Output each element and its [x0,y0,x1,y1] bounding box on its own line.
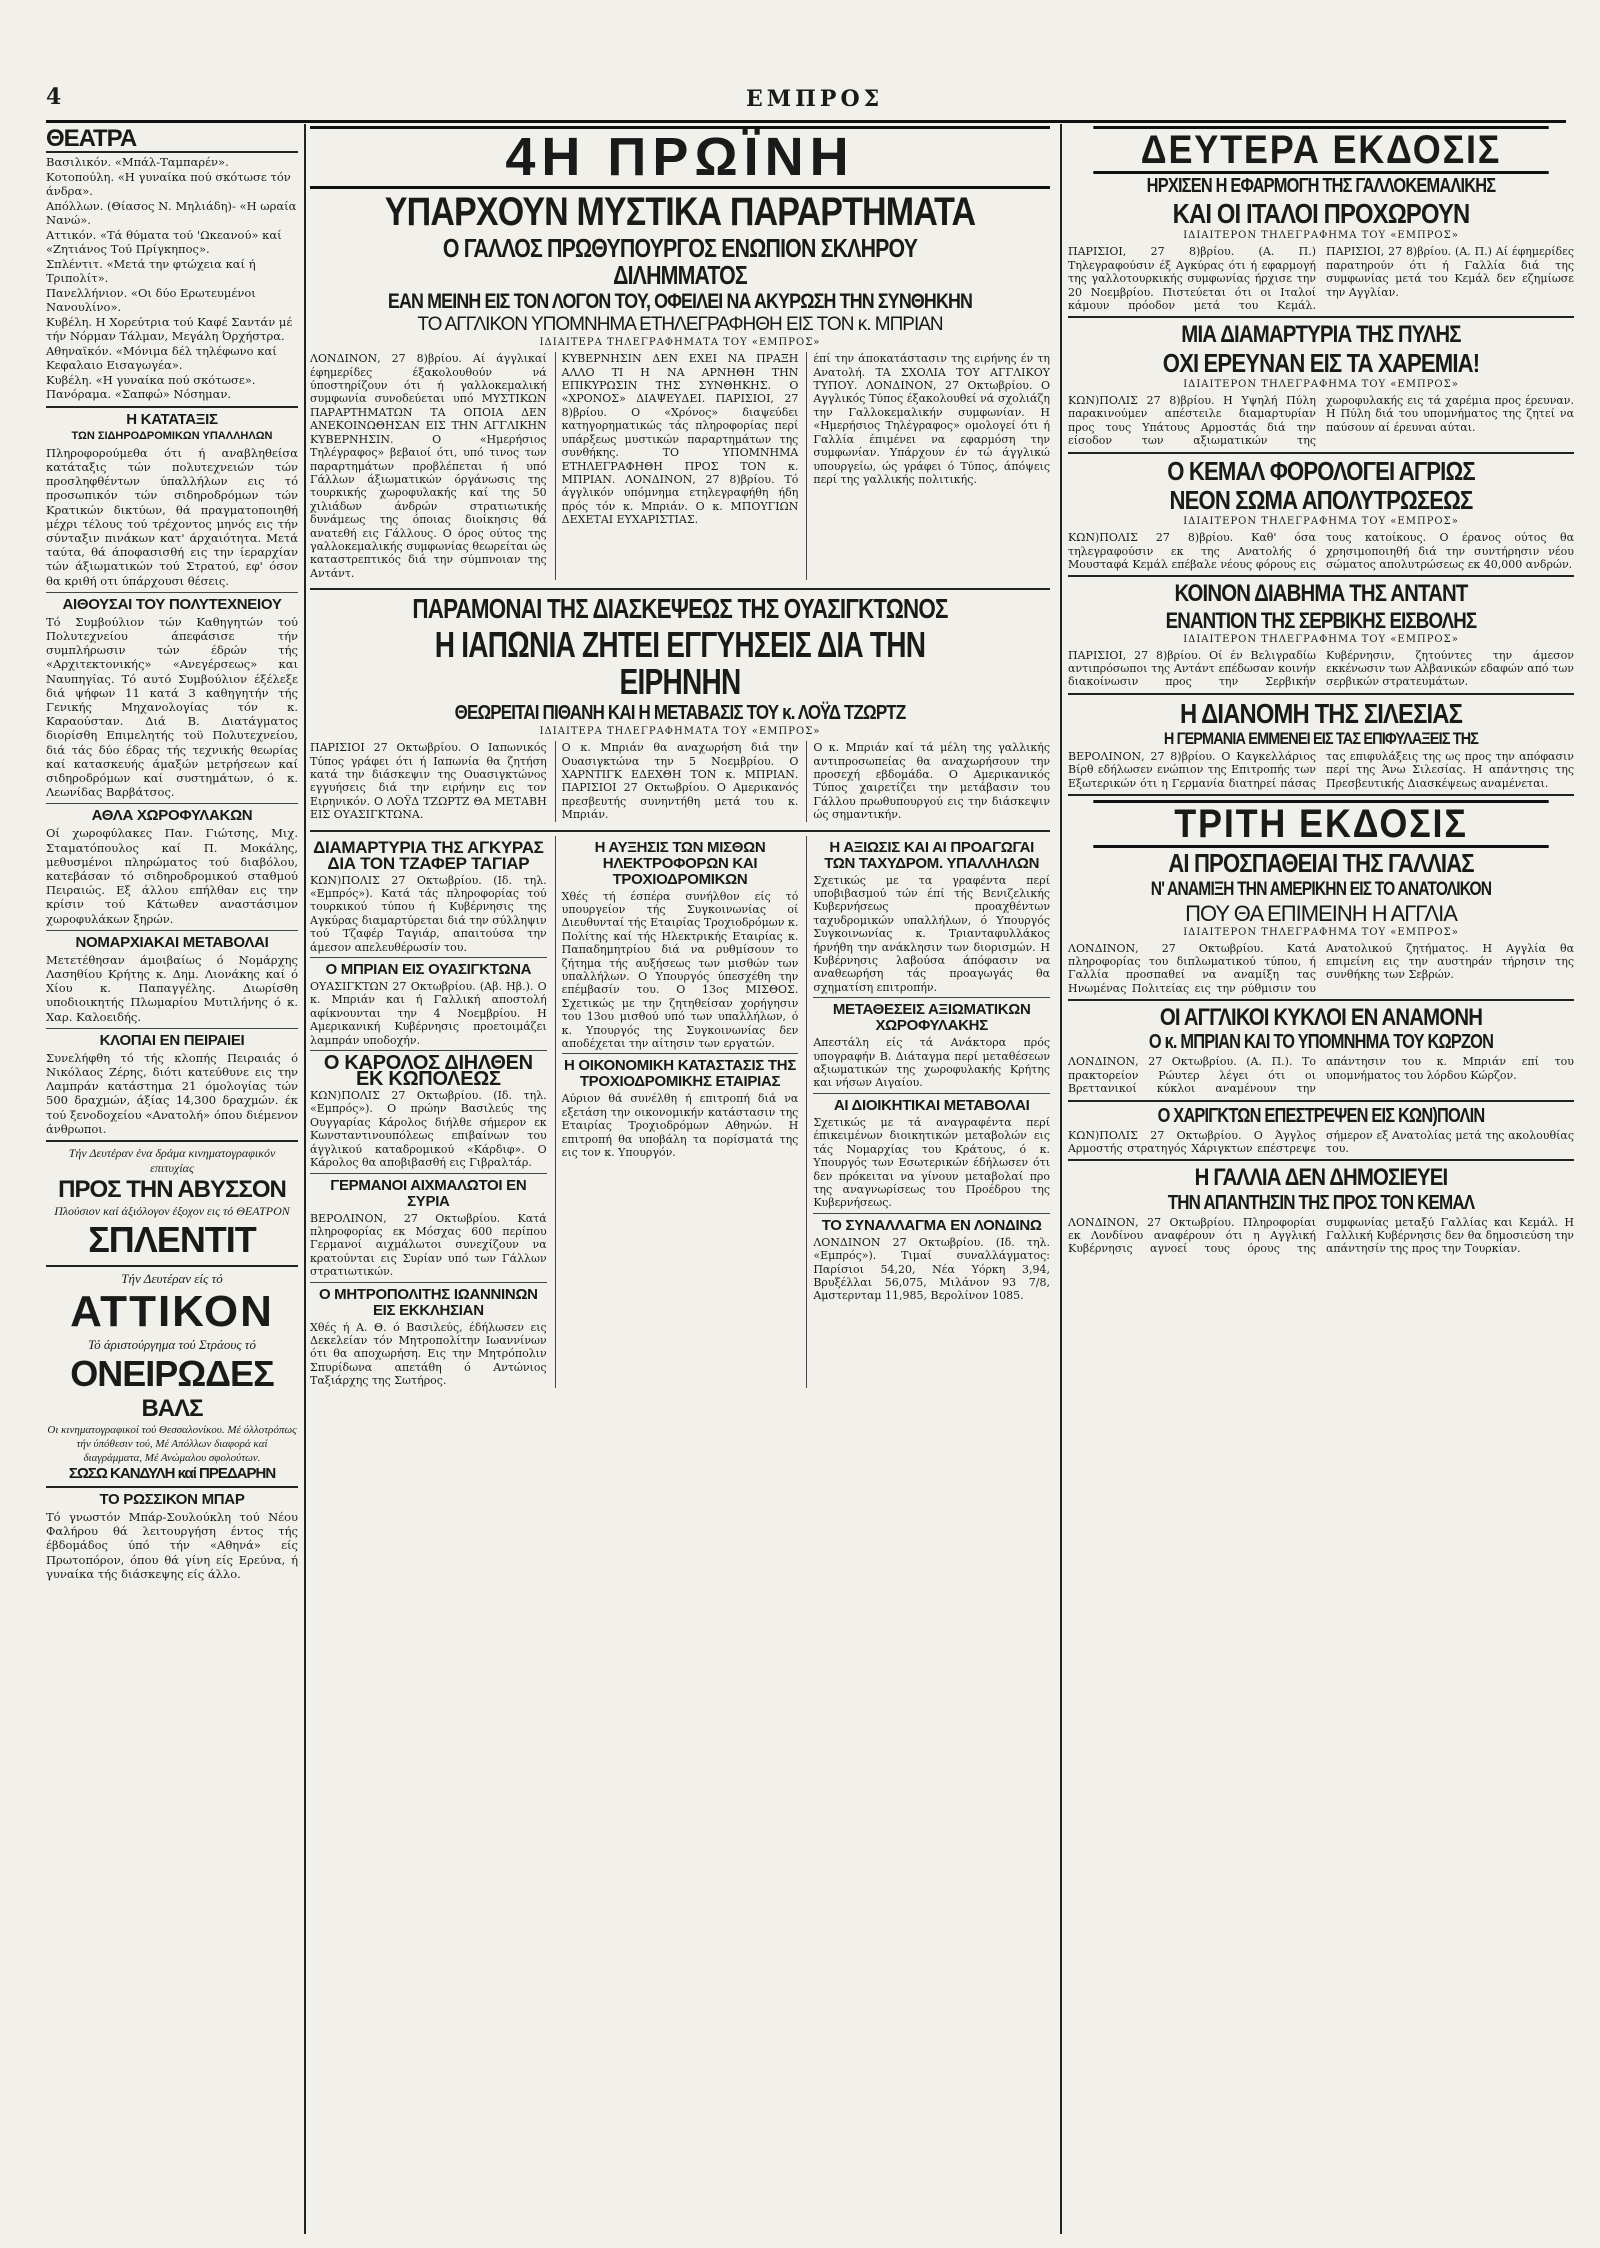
splendid-name: ΣΠΛΕΝΤΙΤ [88,1219,256,1261]
b1-headline: ΑΙ ΠΡΟΣΠΑΘΕΙΑΙ ΤΗΣ ΓΑΛΛΙΑΣ [1168,848,1474,879]
center-column [310,124,1050,2234]
theatre-listing: Πανελλήνιον. «Οι δύο Ερωτευμένοι Νανουλίνο». [46,285,256,315]
prefect-title: ΝΟΜΑΡΧΙΑΚΑΙ ΜΕΤΑΒΟΛΑΙ [75,933,269,951]
a3-headline: Ο ΚΕΜΑΛ ΦΟΡΟΛΟΓΕΙ ΑΓΡΙΩΣ [1167,455,1475,486]
fx-headline: ΤΟ ΣΥΝΑΛΛΑΓΜΑ ΕΝ ΛΟΝΔΙΝΩ [821,1216,1042,1234]
theatres-title: ΘΕΑΤΡΑ [46,126,298,153]
attikon-title: ΟΝΕΙΡΩΔΕΣ [70,1353,274,1395]
brian-body: ΟΥΑΣΙΓΚΤΩΝ 27 Οκτωβρίου. (Αβ. Ηβ.). Ο κ. Μπριάν και ή Γαλλική αποστολή αφίκνουνται την 4 Νοεμβρίου. Η Αμερικανική Κυβέρνησις προετοιμάζει λαμπράν υποδοχήν. [310,980,547,1047]
eccl-body: Χθές ή Α. Θ. ό Βασιλεύς, έδήλωσεν εις Δεκελείαν τόν Μητροπολίτην Ιωαννίνων ότι θα αποχωρήση. Εις την Μητρόπολιν Σπυρίδωνα απετάθη ό Αντώνιος Ταξιάρχης της Σωτήρος. [310,1320,547,1388]
lead-deck-2: ΤΟ ΑΓΓΛΙΚΟΝ ΥΠΟΜΝΗΜΑ ΕΤΗΛΕΓΡΑΦΗΘΗ ΕΙΣ ΤΟΝ κ. ΜΠΡΙΑΝ [417,314,943,336]
left-column [46,124,306,2234]
theatre-listing: Αθηναϊκόν. «Μόνιμα δέλ τηλέφωνο καί Κεφαλαιο Εισαγωγέα». [46,343,277,373]
lead-col-3: έπί την άποκατάστασιν της ειρήνης έν τη Ανατολή. ΤΑ ΣΧΟΛΙΑ ΤΟΥ ΑΓΓΛΙΚΟΥ ΤΥΠΟΥ. ΛΟΝΔΙΝΟΝ, 27 Οκτωβρίου. Ο Αγγλικός Τύπος έξακολουθεί νά σχολιάζη την Γαλλοκεμαλικήν συμφωνίαν. Η «Ημερήσιος Τηλέγραφος» ομολογεί ότι ή Γαλλία έπιμένει να εφαρμόση την συμφωνίαν. Υπάρχουν έν τώ άγγλικώ υπουργείω, ώς γράφει ό Τύπος, άπόψεις περί της γαλλικής πολιτικής. [813,352,1050,486]
theatre-listing: Κυβέλη. «Η γυναίκα πού σκότωσε». [46,372,256,387]
lower-col-3 [806,836,1050,1388]
a5-body: ΒΕΡΟΛΙΝΟΝ, 27 8)βρίου. Ο Καγκελλάριος Βίρθ εδήλωσεν ενώπιον της Επιτροπής των Εξωτερικών ότι η Γερμανία διατηρεί πάσας τας επιφυλάξεις της ως προς την απόφασιν περί της Άνω Σιλεσίας. Η απάντησις της Πρεσβευτικής Διασκέψεως αναμένεται. [1068,750,1574,790]
b1-body: ΛΟΝΔΙΝΟΝ, 27 Οκτωβρίου. Κατά πληροφορίας του διπλωματικού τύπου, ή Γαλλία προσπαθεί να αναμίξη τας Ηνωμένας Πολιτείας εις την ρύθμισιν του Ανατολικού ζητήματος. Η Αγγλία θα επιμείνη εις την αυστηράν τήρησιν της συνθήκης των Σεβρών. [1068,941,1574,995]
lead-columns [310,352,1050,580]
attikon-sub: ΒΑΛΣ [141,1395,203,1423]
silver-headline: ΔΙΑΜΑΡΤΥΡΙΑ ΤΗΣ ΑΓΚΥΡΑΣ ΔΙΑ ΤΟΝ ΤΖΑΦΕΡ ΤΑΓΙΑΡ [313,837,544,873]
a4-body: ΠΑΡΙΣΙΟΙ, 27 8)βρίου. Οί έν Βελιγραδίω αντιπρόσωποι της Αντάντ επέδωσαν κοινήν διακοίνωσιν προς την Σερβικήν Κυβέρνησιν, ζητούντες την άμεσον εκκένωσιν των Αλβανικών εδαφών από των σερβικών στρατευμάτων. [1068,648,1574,689]
b2-subheadline: Ο κ. ΜΠΡΙΑΝ ΚΑΙ ΤΟ ΥΠΟΜΝΗΜΑ ΤΟΥ ΚΩΡΖΟΝ [1148,1031,1494,1054]
finance-body: Αύριον θά συνέλθη ή επιτροπή διά να εξετάση την οικονομικήν κατάστασιν της Εταιρίας Τροχιοδρόμων Αθηνών. Η επιτροπή θα υποβάλη τα πορίσματά της εις τον κ. Υπουργόν. [561,1092,799,1160]
a4-wire: ΙΔΙΑΙΤΕΡΟΝ ΤΗΛΕΓΡΑΦΗΜΑ ΤΟΥ «ΕΜΠΡΟΣ» [1183,633,1459,645]
fx-body: ΛΟΝΔΙΝΟΝ 27 Οκτωβρίου. (Ιδ. τηλ. «Εμπρός»). Τιμαί συναλλάγματος: Παρίσιοι 54,20, Νέα Υόρκη 3,94, Βρυξέλλαι 56,075, Μιλάνον 93 7/8, Αμστερνταμ 11,985, Βερολίνον 1085. [813,1235,1050,1303]
attikon-cast: ΣΩΣΩ ΚΑΝΔΥΛΗ καί ΠΡΕΔΑΡΗΝ [68,1465,276,1483]
b1-subheadline: Ν' ΑΝΑΜΙΞΗ ΤΗΝ ΑΜΕΡΙΚΗΝ ΕΙΣ ΤΟ ΑΝΑΤΟΛΙΚΟΝ [1150,878,1492,900]
poly-title: ΑΙΘΟΥΣΑΙ ΤΟΥ ΠΟΛΥΤΕΧΝΕΙΟΥ [62,595,282,613]
b4-body: ΛΟΝΔΙΝΟΝ, 27 Οκτωβρίου. Πληροφορίαι εκ Λονδίνου αναφέρουν ότι η Αγγλική Κυβέρνησις αγνοεί τους όρους της συμφωνίας μεταξύ Γαλλίας και Κεμάλ. Η Γαλλική Κυβέρνησις δεν θα δημοσιεύση την απάντησίν της προς την Τουρκίαν. [1068,1215,1574,1256]
bar-body: Τό γνωστόν Μπάρ-Σουλούκλη τού Νέου Φαλήρου θά λειτουργήση έντος τής έβδομάδος ύπό τήν «Αθηνά» είς Πρωτοπόρον, όπου θά γίνη είς Ερεύνα, ή γυναίκα τής διάσκεψης είς άλλο. [46,1510,298,1581]
poly-body: Τό Συμβούλιον τών Καθηγητών τού Πολυτεχνείου άπεφάσισε τήν συμπλήρωσιν τών έδρών τής «Αρχιτεκτονικής» «Ανεγέρσεως» και Ναυπηγίας. Τό αυτό Συμβούλιον έξέλεξε διά ψήφων 11 κατά 3 καθηγητήν τής Γενικής Μηχανολογίας τόν κ. Καραούσταν. Διά Β. Διατάγματος διορίσθη Επιμελητής τοϋ Πολυτεχνείου, διά τάς δύο έδρας τής τεχνικής θεωρίας καί κατασκευής άμαξών μετρήσεων καί σιδηροδρόμων καί συστημάτων, ό κ. Λεωνίδας Βαρβάτσος. [46,614,298,800]
eccl-headline: Ο ΜΗΤΡΟΠΟΛΙΤΗΣ ΙΩΑΝΝΙΝΩΝ ΕΙΣ ΕΚΚΛΗΣΙΑΝ [318,1285,538,1319]
theatre-listing: Πανόραμα. «Σαπφώ» Νόσημαν. [46,387,232,402]
wash-headline: ΠΑΡΑΜΟΝΑΙ ΤΗΣ ΔΙΑΣΚΕΨΕΩΣ ΤΗΣ ΟΥΑΣΙΓΚΤΩΝΟΣ [412,593,948,625]
karolos-headline: Ο ΚΑΡΟΛΟΣ ΔΙΗΛΘΕΝ ΕΚ ΚΩΠΟΛΕΩΣ [323,1052,533,1091]
theatre-listings [46,155,298,402]
splendid-pre: Τήν Δευτέραν ένα δράμα κινηματογραφικόν επιτυχίας [68,1146,276,1176]
a4-subheadline: ΕΝΑΝΤΙΟΝ ΤΗΣ ΣΕΡΒΙΚΗΣ ΕΙΣΒΟΛΗΣ [1165,607,1477,633]
brian-headline: Ο ΜΠΡΙΑΝ ΕΙΣ ΟΥΑΣΙΓΚΤΩΝΑ [325,961,532,979]
admin-body: Σχετικώς με τά αναγραφέντα περί έπικειμένων διοικητικών μεταβολών εις τάς Νομαρχίας του Κράτους, ό κ. Υπουργός των Εσωτερικών έδήλωσεν ότι δεν πρόκειται να γίνουν μεταβολαί προ της αναγνωρίσεως του Προέδρου της Κυβερνήσεως. [813,1115,1050,1210]
page-header [46,80,1566,123]
attikon-mid: Τό άριστούργημα τού Στράους τό [88,1337,256,1353]
a3-wire: ΙΔΙΑΙΤΕΡΟΝ ΤΗΛΕΓΡΑΦΗΜΑ ΤΟΥ «ΕΜΠΡΟΣ» [1183,516,1459,528]
wash-columns [310,741,1050,821]
lower-columns [310,836,1050,1388]
a3-subheadline: ΝΕΟΝ ΣΩΜΑ ΑΠΟΛΥΤΡΩΣΕΩΣ [1169,484,1473,515]
postal-body: Σχετικώς με τα γραφέντα περί υποβιβασμού τών έπί τής Βενιζελικής Κυβερνήσεως προαχθέντων ταχυδρομικών υπαλλήλων, ό Υπουργός Συγκοινωνίας κ. Τριανταφυλλάκος ήρνήθη την ανάκλησιν των διορισμών. Η Κυβέρνησις λαβούσα άπόφασιν να αναθεωρήση τάς προαγωγάς θα σχηματίση επιτροπήν. [813,873,1050,994]
rail-subtitle: ΤΩΝ ΣΙΔΗΡΟΔΡΟΜΙΚΩΝ ΥΠΑΛΛΗΛΩΝ [71,429,273,442]
a5-headline: Η ΔΙΑΝΟΜΗ ΤΗΣ ΣΙΛΕΣΙΑΣ [1179,697,1463,729]
lead-subheadline: Ο ΓΑΛΛΟΣ ΠΡΩΘΥΠΟΥΡΓΟΣ ΕΝΩΠΙΟΝ ΣΚΛΗΡΟΥ ΔΙΛΗΜΜΑΤΟΣ [442,232,918,290]
a2-subheadline: ΟΧΙ ΕΡΕΥΝΑΝ ΕΙΣ ΤΑ ΧΑΡΕΜΙΑ! [1162,347,1480,378]
lead-col-1: ΛΟΝΔΙΝΟΝ, 27 8)βρίου. Αί άγγλικαί έφημερίδες έξακολουθούν νά ύποστηρίζουν ότι ή γαλλοκεμαλική συμφωνία συνοδεύεται υπό ΜΥΣΤΙΚΩΝ ΠΑΡΑΡΤΗΜΑΤΩΝ ΤΑ ΟΠΟΙΑ ΔΕΝ ΑΝΕΚΟΙΝΩΘΗΣΑΝ ΕΙΣ ΤΗΝ ΑΓΓΛΙΚΗΝ ΚΥΒΕΡΝΗΣΙΝ. Ο «Ημερήσιος Τηλέγραφος» βεβαιοί ότι, υπό τινος των παραρτημάτων προβλέπεται ή υπό Γάλλων άξιωματικών όργάνωσις της τουρκικής χωροφυλακής καί της 50 χιλιάδων άνδρών στρατιωτικής δυνάμεως της όποιας διοίκησις θά ανατεθή εις Γάλλους. Ο όρος ούτος της γαλλοκεμαλικής συμφωνίας θεωρείται ώς καταστρεπτικός διά την σύμπνοιαν της Αντάντ. [310,352,547,580]
wash-col-1: ΠΑΡΙΣΙΟΙ 27 Οκτωβρίου. Ο Ιαπωνικός Τύπος γράφει ότι ή Ιαπωνία θα ζητήση κατά την διάσκεψιν της Ουασιγκτώνος εγγυήσεις διά την ειρήνην εις τον Ειρηνικόν. Ο ΛΟΫΔ ΤΖΩΡΤΖ ΘΑ ΜΕΤΑΒΗ ΕΙΣ ΟΥΑΣΙΓΚΤΩΝΑ. [310,741,547,822]
admin-headline: ΑΙ ΔΙΟΙΚΗΤΙΚΑΙ ΜΕΤΑΒΟΛΑΙ [833,1096,1030,1114]
a1-wire: ΙΔΙΑΙΤΕΡΟΝ ΤΗΛΕΓΡΑΦΗΜΑ ΤΟΥ «ΕΜΠΡΟΣ» [1183,230,1459,242]
attikon-body: Οι κινηματογραφικοί τού Θεσσαλονίκου. Μέ όλλοτρόπως τήν ύπόθεσιν τού, Μέ Απόλλων διαφορά καί διαγράμματα, Μέ Ανώμαλου σφολούτων. [47,1424,297,1465]
a4-headline: ΚΟΙΝΟΝ ΔΙΑΒΗΜΑ ΤΗΣ ΑΝΤΑΝΤ [1174,580,1468,608]
transfer-body: Απεστάλη είς τά Ανάκτορα πρός υπογραφήν Β. Διάταγμα περί μεταθέσεων αξιωματικών της χωροφυλακής Κρήτης και νήσων Αιγαίου. [813,1036,1050,1090]
attikon-ad [46,1271,298,1482]
right-column [1060,124,1574,2234]
b3-headline: Ο ΧΑΡΙΓΚΤΩΝ ΕΠΕΣΤΡΕΨΕΝ ΕΙΣ ΚΩΝ)ΠΟΛΙΝ [1157,1104,1485,1127]
edition-title: 4Η ΠΡΩΪΝΗ [310,126,1050,189]
b2-body: ΛΟΝΔΙΝΟΝ, 27 Οκτωβρίου. (Α. Π.). Το πρακτορείον Ρώυτερ λέγει ότι οι Βρεττανικοί κύκλοι αναμένουν την απάντησιν του κ. Μπριάν επί του υπομνήματος του λόρδου Κώρζον. [1068,1055,1574,1096]
thefts-body: Συνελήφθη τό τής κλοπής Πειραιάς ό Νικόλαος Ζέρης, διότι κατεύθυνε εις την Λαμπράν κατάστημα 21 όμολογίας τών 500 δραχμών, άξίας 14,300 δραχμών. έκ τού ξενοδοχείου «Ανατολή» όπου διέμενον άνθρωποι. [46,1050,298,1136]
wash-wire: ΙΔΙΑΙΤΕΡΑ ΤΗΛΕΓΡΑΦΗΜΑΤΑ ΤΟΥ «ΕΜΠΡΟΣ» [539,726,821,738]
bar-title: ΤΟ ΡΩΣΣΙΚΟΝ ΜΠΑΡ [99,1491,245,1509]
rail-body: Πληροφορούμεθα ότι ή αναβληθείσα κατάταξις τών πολυτεχνειών τών προσληφθέντων ύπαλλήλων εις τό προσωπικόν τών σιδηροδρόμων τών Κρατικών δικτύων, θά πραγματοποιηθή μέχρι τέλους τού τρέχοντος μηνός εις τήν σύνταξιν πινάκων κατ' άρχαιότητα. Μετά ταύτα, θά άποφασισθή εις την ίεραρχίαν τών άξιωματικών τού Στρατού, εφ' όσον θα κριθή οτι ύπάρχουσι θέσεις. [46,445,298,588]
attikon-pre: Τήν Δευτέραν είς τό [121,1271,223,1287]
transfer-headline: ΜΕΤΑΘΕΣΕΙΣ ΑΞΙΩΜΑΤΙΚΩΝ ΧΩΡΟΦΥΛΑΚΗΣ [832,1001,1031,1035]
paper-name: ΕΜΠΡΟΣ [746,86,884,112]
rail-title: Η ΚΑΤΑΤΑΞΙΣ [126,410,218,428]
a1-body: ΠΑΡΙΣΙΟΙ, 27 8)βρίου. (Α. Π.) Τηλεγραφούσιν έξ Αγκύρας ότι ή εφαρμογή της γαλλοτουρκικής συμφωνίας ήρχισε την 20 Νοεμβρίου. Πιστεύεται ότι οι Ιταλοί κάμουν πρόοδον μετά του Κεμάλ. ΠΑΡΙΣΙΟΙ, 27 8)βρίου. (Α. Π.) Αί έφημερίδες παρατηρούν ότι ή Γαλλία διά της συμφωνίας μετά του Κεμάλ δεν εζημίωσε την Αγγλίαν. [1068,245,1574,313]
thefts-title: ΚΛΟΠΑΙ ΕΝ ΠΕΙΡΑΙΕΙ [99,1031,245,1049]
theatre-listing: Σπλέντιτ. «Μετά την φτώχεια καί ή Τριπολίτ». [46,256,256,286]
theatre-listing: Βασιλικόν. «Μπάλ-Ταμπαρέν». [46,155,229,170]
prefect-body: Μετετέθησαν άμοιβαίως ό Νομάρχης Λασηθίου Κρήτης κ. Δημ. Λιονάκης καί ό Χίου κ. Παπαγγέλης. Διωρίσθη υποδιοικητής Πλωμαρίου Μυτιλήνης ό κ. Χαρ. Καλοειδής. [46,952,298,1024]
wash-subheadline: Η ΙΑΠΩΝΙΑ ΖΗΤΕΙ ΕΓΓΥΗΣΕΙΣ ΔΙΑ ΤΗΝ ΕΙΡΗΝΗΝ [434,623,926,703]
a2-body: ΚΩΝ)ΠΟΛΙΣ 27 8)βρίου. Η Υψηλή Πύλη παρακινούμεν απέστειλε διαμαρτυρίαν προς τους Υπάτους Αρμοστάς διά την είσοδον των αξιωματικών της χωροφυλακής εις τά χαρέμια προς έρευναν. Η Πύλη διά του υπομνήματος της ζητεί να παύσουν αί έρευναι αύται. [1068,393,1574,448]
b1-wire: ΙΔΙΑΙΤΕΡΟΝ ΤΗΛΕΓΡΑΦΗΜΑ ΤΟΥ «ΕΜΠΡΟΣ» [1183,926,1459,938]
b4-subheadline: ΤΗΝ ΑΠΑΝΤΗΣΙΝ ΤΗΣ ΠΡΟΣ ΤΟΝ ΚΕΜΑΛ [1167,1191,1475,1214]
a1-subheadline: ΚΑΙ ΟΙ ΙΤΑΛΟΙ ΠΡΟΧΩΡΟΥΝ [1172,198,1470,229]
theatre-listing: Κυβέλη. Η Χορεύτρια τού Καφέ Σαντάν μέ τήν Νόρμαν Τάλμαν, Μεγάλη Όρχήστρα. [46,314,293,344]
a2-headline: ΜΙΑ ΔΙΑΜΑΡΤΥΡΙΑ ΤΗΣ ΠΥΛΗΣ [1181,321,1461,349]
b4-headline: Η ΓΑΛΛΙΑ ΔΕΝ ΔΗΜΟΣΙΕΥΕΙ [1194,1164,1448,1192]
guards-title: ΑΘΛΑ ΧΩΡΟΦΥΛΑΚΩΝ [91,807,253,825]
salary-headline: Η ΑΥΞΗΣΙΣ ΤΩΝ ΜΙΣΘΩΝ ΗΛΕΚΤΡΟΦΟΡΩΝ ΚΑΙ ΤΡΟΧΙΟΔΡΟΜΙΚΩΝ [594,838,766,888]
wash-deck: ΘΕΩΡΕΙΤΑΙ ΠΙΘΑΝΗ ΚΑΙ Η ΜΕΤΑΒΑΣΙΣ ΤΟΥ κ. ΛΟΫΔ ΤΖΩΡΤΖ [454,702,906,725]
b1-deck: ΠΟΥ ΘΑ ΕΠΙΜΕΙΝΗ Η ΑΓΓΛΙΑ [1185,900,1457,926]
a5-subheadline: Η ΓΕΡΜΑΝΙΑ ΕΜΜΕΝΕΙ ΕΙΣ ΤΑΣ ΕΠΙΦΥΛΑΞΕΙΣ ΤΗΣ [1163,729,1479,749]
splendid-film: ΠΡΟΣ ΤΗΝ ΑΒΥΣΣΟΝ [58,1176,286,1204]
salary-body: Χθές τή έσπέρα συνήλθον είς τό υπουργείον τής Συγκοινωνίας οί Διευθυνταί τής Εταιρίας Τροχιοδρόμων κ. Πολίτης καί τής Ηλεκτρικής Εταιρίας κ. Παπαδημητρίου διά να ρυθμίσουν το ζήτημα τής αυξήσεως των μισθών των υπαλλήλων. Ο Υπουργός ύπεσχέθη την επέμβασίν του. Ο 13ος ΜΙΣΘΟΣ. Σχετικώς με την ζητηθείσαν χορήγησιν του 13ου μισθού υπό των υπαλλήλων, ό κ. Υπουργός της Συγκοινωνίας δεν αποδέχεται την αίτησιν των εργατών. [561,889,799,1051]
a3-body: ΚΩΝ)ΠΟΛΙΣ 27 8)βρίου. Καθ' όσα τηλεγραφούσιν εκ της Ανατολής ό Μουσταφά Κεμάλ επέβαλε νέους φόρους εις τους κατοίκους. Ο έρανος ούτος θα χρησιμοποιηθή διά την συντήρησιν νέου σώματος απολυτρώσεως εκ 40,000 ανδρών. [1068,531,1574,571]
guards-body: Οί χωροφύλακες Παν. Γιώτσης, Μιχ. Σταματόπουλος καί Π. Μοκάλης, μεθυσμένοι πληρώματος τού διαβόλου, κατεβάσαν τό σιδηροδρομικού σταθμού Πειραιώς. Εξ άλλου επήλθαν εις την κρίσιν τού Κάτωθεν αναστάσιμον χωροφυλάκων ξηρών. [46,826,298,926]
theatre-listing: Απόλλων. (Θίασος Ν. Μηλιάδη)- «Η ωραία Νανώ». [46,198,297,228]
attikon-name: ΑΤΤΙΚΟΝ [70,1287,274,1337]
third-edition-title: ΤΡΙΤΗ ΕΚΔΟΣΙΣ [1093,800,1548,848]
lead-deck: ΕΑΝ ΜΕΙΝΗ ΕΙΣ ΤΟΝ ΛΟΓΟΝ ΤΟΥ, ΟΦΕΙΛΕΙ ΝΑ ΑΚΥΡΩΣΗ ΤΗΝ ΣΥΝΘΗΚΗΝ [387,290,973,314]
wash-col-3: Ο κ. Μπριάν καί τά μέλη της γαλλικής αντιπροσωπείας θα αναχωρήσουν την προσεχή εβδομάδα. Ο Αμερικανικός Τύπος χαιρετίζει την μετάβασιν του Γάλλου πρωθυπουργού εις την διάσκεψιν ώς σημαντικήν. [813,741,1050,822]
theatre-listing: Αττικόν. «Τά θύματα τού 'Ωκεανού» καί «Ζητιάνος Τού Πρίγκηπος». [46,227,282,257]
a2-wire: ΙΔΙΑΙΤΕΡΟΝ ΤΗΛΕΓΡΑΦΗΜΑ ΤΟΥ «ΕΜΠΡΟΣ» [1183,378,1459,390]
pows-body: ΒΕΡΟΛΙΝΟΝ, 27 Οκτωβρίου. Κατά πληροφορίας εκ Μόσχας 600 περίπου Γερμανοί αιχμάλωτοι συνεχίζουν να κρατούνται εις Συρίαν υπό των Γάλλων στρατιωτικών. [310,1211,547,1279]
lead-headline: ΥΠΑΡΧΟΥΝ ΜΥΣΤΙΚΑ ΠΑΡΑΡΤΗΜΑΤΑ [384,189,976,234]
finance-headline: Η ΟΙΚΟΝΟΜΙΚΗ ΚΑΤΑΣΤΑΣΙΣ ΤΗΣ ΤΡΟΧΙΟΔΡΟΜΙΚΗΣ ΕΤΑΙΡΙΑΣ [563,1057,797,1091]
page-number: 4 [46,84,62,110]
lower-col-2 [555,836,799,1388]
wash-col-2: Ο κ. Μπριάν θα αναχωρήση διά την Ουασιγκτώνα την 5 Νοεμβρίου. Ο ΧΑΡΝΤΙΓΚ ΕΔΕΧΘΗ ΤΟΝ κ. ΜΠΡΙΑΝ. ΠΑΡΙΣΙΟΙ 27 Οκτωβρίου. Ο Αμερικανός πρεσβευτής συνηντήθη μετά του κ. Μπριάν. [561,741,799,822]
lead-wire: ΙΔΙΑΙΤΕΡΑ ΤΗΛΕΓΡΑΦΗΜΑΤΑ ΤΟΥ «ΕΜΠΡΟΣ» [539,337,821,349]
a1-headline: ΗΡΧΙΣΕΝ Η ΕΦΑΡΜΟΓΗ ΤΗΣ ΓΑΛΛΟΚΕΜΑΛΙΚΗΣ [1146,175,1496,197]
lead-col-2: ΚΥΒΕΡΝΗΣΙΝ ΔΕΝ ΕΧΕΙ ΝΑ ΠΡΑΞΗ ΑΛΛΟ ΤΙ Η ΝΑ ΑΡΝΗΘΗ ΤΗΝ ΕΠΙΚΥΡΩΣΙΝ ΤΗΣ ΣΥΝΘΗΚΗΣ. Ο «ΧΡΟΝΟΣ» ΔΙΑΨΕΥΔΕΙ. ΠΑΡΙΣΙΟΙ, 27 8)βρίου. Ο «Χρόνος» διαψεύδει κατηγορηματικώς τάς πληροφορίας περί υπάρξεως μυστικών παραρτημάτων της συνθήκης. ΤΟ ΥΠΟΜΝΗΜΑ ΕΤΗΛΕΓΡΑΦΗΘΗ ΠΡΟΣ ΤΟΝ κ. ΜΠΡΙΑΝ. ΛΟΝΔΙΝΟΝ, 27 8)βρίου. Τό άγγλικόν υπόμνημα ετηλεγραφήθη ήδη πρός τόν κ. Μπριάν. Ο κ. ΜΠΟΥΓΙΩΝ ΔΕΧΕΤΑΙ ΕΥΧΑΡΙΣΤΙΑΣ. [561,352,799,527]
lower-col-1 [310,836,547,1388]
theatre-listing: Κοτοπούλη. «Η γυναίκα πού σκότωσε τόν άνδρα». [46,169,291,199]
second-edition-title: ΔΕΥΤΕΡΑ ΕΚΔΟΣΙΣ [1093,126,1548,174]
b2-headline: ΟΙ ΑΓΓΛΙΚΟΙ ΚΥΚΛΟΙ ΕΝ ΑΝΑΜΟΝΗ [1159,1004,1483,1032]
splendid-mid: Πλούσιον καί άξιόλογον έξοχον εις τό ΘΕΑΤΡΟΝ [54,1204,290,1219]
postal-headline: Η ΑΞΙΩΣΙΣ ΚΑΙ ΑΙ ΠΡΟΑΓΩΓΑΙ ΤΩΝ ΤΑΧΥΔΡΟΜ. ΥΠΑΛΛΗΛΩΝ [824,838,1040,872]
pows-headline: ΓΕΡΜΑΝΟΙ ΑΙΧΜΑΛΩΤΟΙ ΕΝ ΣΥΡΙΑ [330,1176,527,1210]
splendid-ad [46,1146,298,1261]
b3-body: ΚΩΝ)ΠΟΛΙΣ 27 Οκτωβρίου. Ο Άγγλος Αρμοστής στρατηγός Χάριγκτων επέστρεψε σήμερον εξ Ανατολίας μετά της ακολουθίας του. [1068,1128,1574,1156]
karolos-body: ΚΩΝ)ΠΟΛΙΣ 27 Οκτωβρίου. (Ιδ. τηλ. «Εμπρός»). Ο πρώην Βασιλεύς της Ουγγαρίας Κάρολος διήλθε σήμερον εκ Κωνσταντινουπόλεως επιβαίνων του άγγλικού καταδρομικού «Κάρδιφ». Ο Κάρολος θα αποβιβασθή εις Γιβραλτάρ. [310,1089,547,1170]
silver-body: ΚΩΝ)ΠΟΛΙΣ 27 Οκτωβρίου. (Ιδ. τηλ. «Εμπρός»). Κατά τάς πληροφορίας τού τουρκικού τύπου ή Κυβέρνησις της Αγκύρας διαμαρτύρεται διά την σύλληψιν τού Τζαφέρ Ταγιάρ, απαιτούσα την άμεσον απελευθέρωσίν του. [310,873,547,954]
